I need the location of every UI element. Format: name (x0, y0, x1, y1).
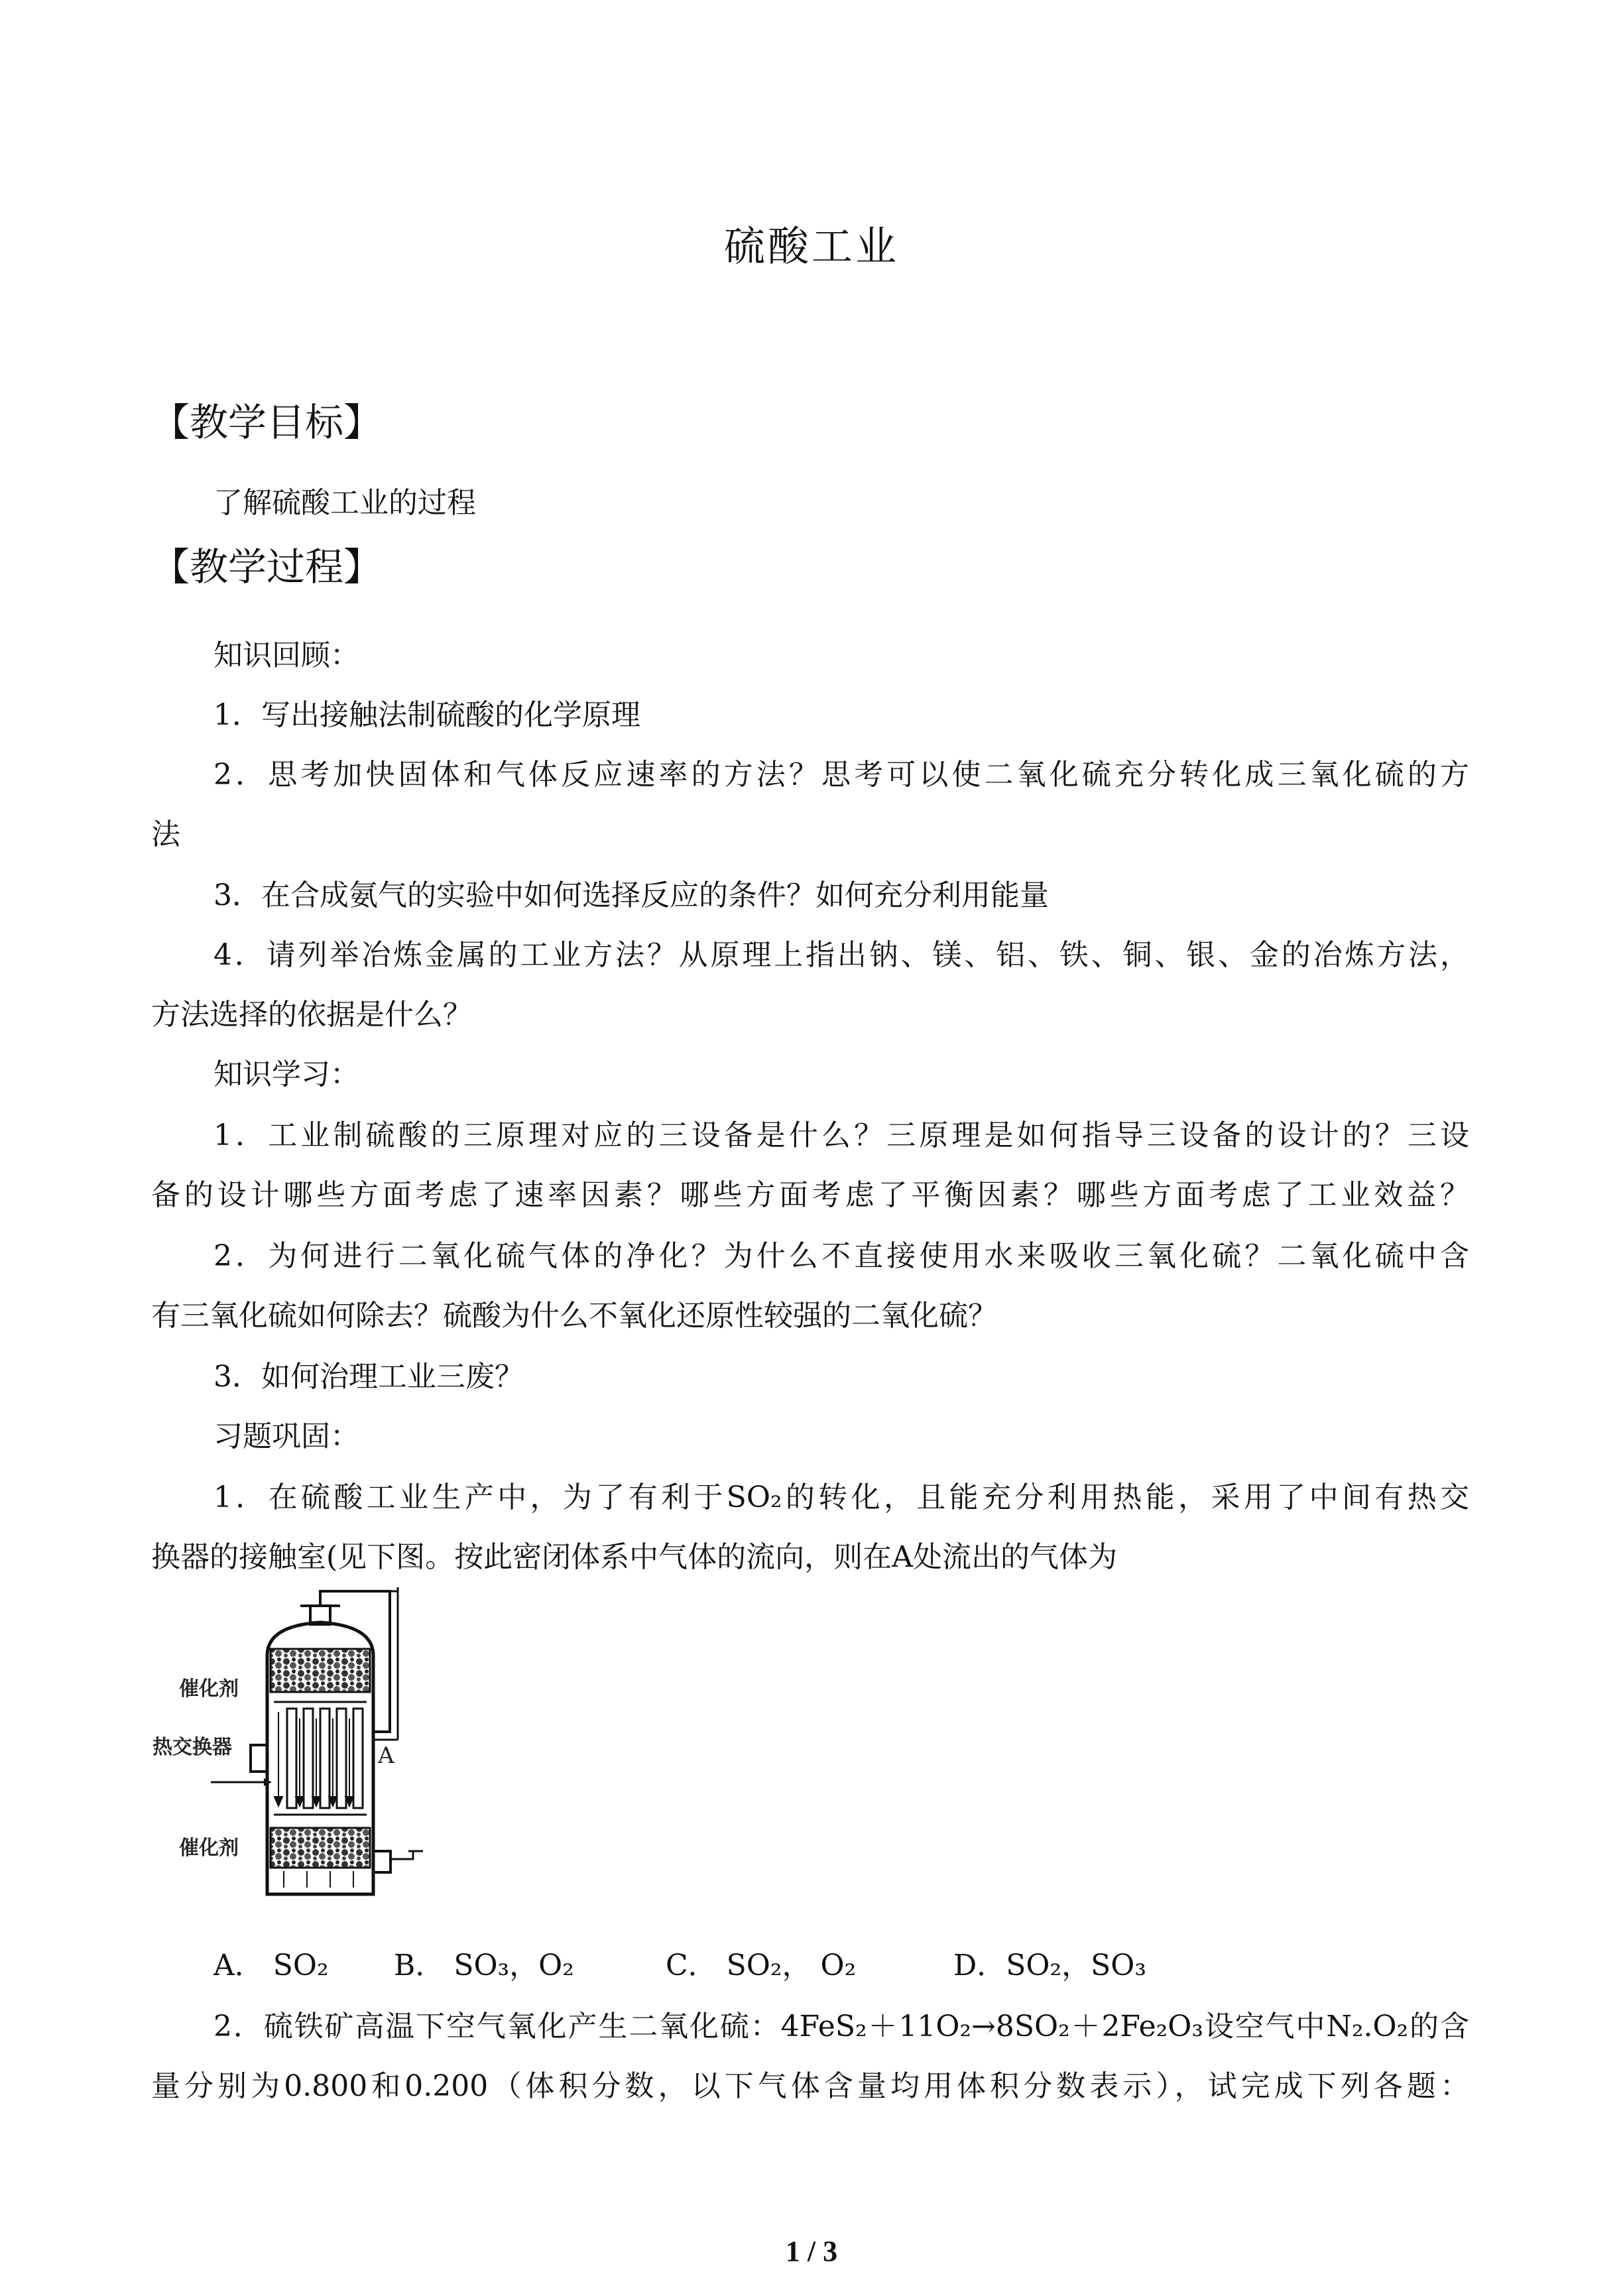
study-label: 知识学习： (213, 1057, 359, 1091)
process-heading: 【教学过程】 (151, 544, 383, 589)
study-q2-line1: 2．为何进行二氧化硫气体的净化？为什么不直接使用水来吸收三氧化硫？二氧化硫中含 (213, 1239, 1469, 1273)
contact-chamber-figure (151, 1586, 463, 1911)
figure-label-heat-exchanger: 热交换器 (152, 1736, 232, 1759)
review-q3: 3．在合成氨气的实验中如何选择反应的条件？如何充分利用能量 (213, 878, 1049, 912)
study-q3: 3．如何治理工业三废？ (213, 1360, 524, 1394)
review-q2-line1: 2．思考加快固体和气体反应速率的方法？思考可以使二氧化硫充分转化成三氧化硫的方 (213, 758, 1469, 792)
review-q4-line2: 方法选择的依据是什么？ (151, 998, 472, 1032)
study-q2-line2: 有三氧化硫如何除去？硫酸为什么不氧化还原性较强的二氧化硫？ (151, 1299, 997, 1333)
exercise-1-option-d: D．SO₂，SO₃ (953, 1949, 1146, 1982)
figure-label-a: A (378, 1742, 394, 1769)
exercise-label: 习题巩固： (213, 1420, 359, 1453)
review-q4-line1: 4．请列举冶炼金属的工业方法？从原理上指出钠、镁、铝、铁、铜、银、金的冶炼方法， (213, 938, 1469, 972)
study-q1-line1: 1．工业制硫酸的三原理对应的三设备是什么？三原理是如何指导三设备的设计的？三设 (213, 1118, 1469, 1152)
exercise-1-line2: 换器的接触室(见下图。按此密闭体系中气体的流向，则在A处流出的气体为 (151, 1540, 1117, 1574)
goals-text: 了解硫酸工业的过程 (213, 486, 476, 520)
review-label: 知识回顾： (213, 638, 359, 672)
page-title: 硫酸工业 (723, 222, 899, 271)
exercise-2-line2: 量分别为0.800和0.200（体积分数，以下气体含量均用体积分数表示），试完成下列各题： (151, 2069, 1469, 2103)
study-q1-line2: 备的设计哪些方面考虑了速率因素？哪些方面考虑了平衡因素？哪些方面考虑了工业效益？ (151, 1178, 1469, 1212)
exercise-2-line1: 2．硫铁矿高温下空气氧化产生二氧化硫：4FeS₂＋11O₂→8SO₂＋2Fe₂O₃设空气中N₂.O₂的含 (213, 2010, 1469, 2043)
review-q1: 1．写出接触法制硫酸的化学原理 (213, 698, 640, 732)
review-q2-line2: 法 (151, 817, 180, 851)
exercise-1-option-b: B． SO₃，O₂ (394, 1949, 574, 1982)
figure-label-catalyst-top: 催化剂 (179, 1677, 239, 1701)
goals-heading: 【教学目标】 (151, 400, 383, 445)
exercise-1-line1: 1．在硫酸工业生产中，为了有利于SO₂的转化，且能充分利用热能，采用了中间有热交 (213, 1480, 1469, 1514)
page-number: 1 / 3 (785, 2235, 838, 2267)
figure-label-catalyst-bottom: 催化剂 (179, 1837, 239, 1860)
exercise-1-option-c: C． SO₂， O₂ (666, 1949, 857, 1982)
exercise-1-option-a: A． SO₂ (213, 1949, 329, 1982)
